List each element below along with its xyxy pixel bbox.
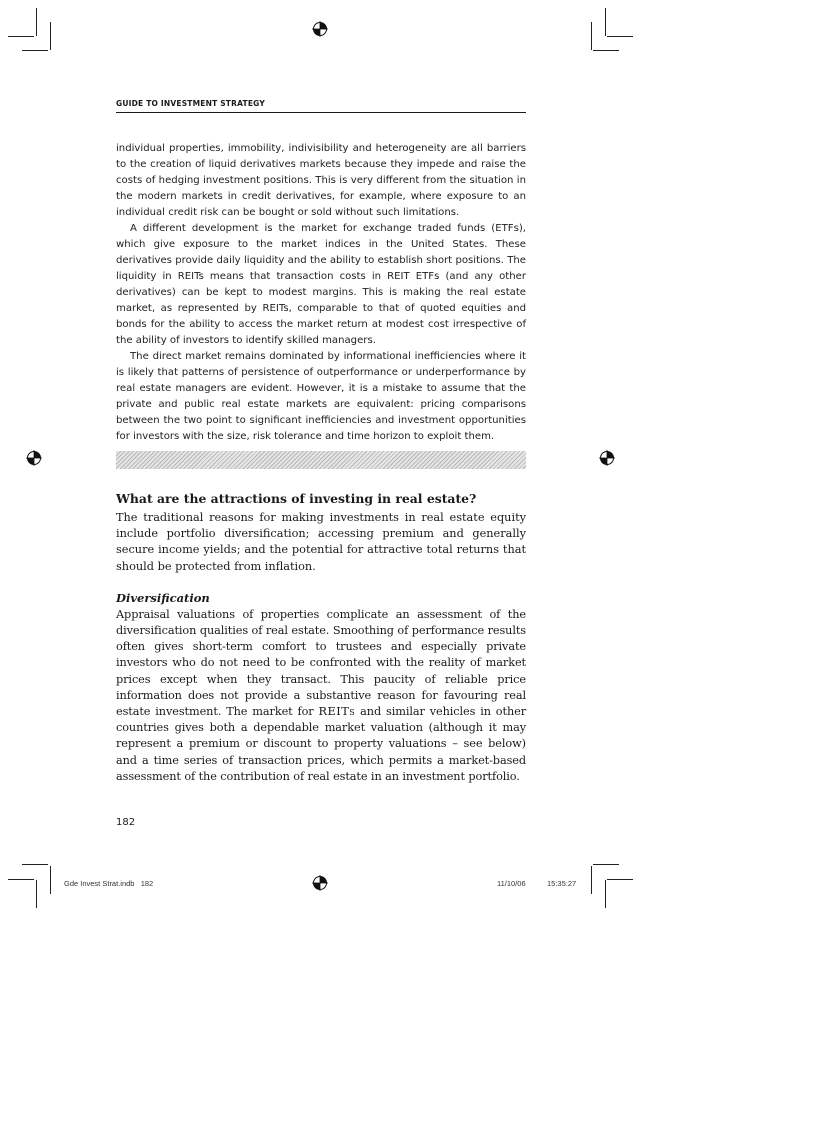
slug-date: 11/10/06 xyxy=(497,879,526,888)
section-paragraph: The traditional reasons for making investments in real estate equity include portfolio diversification; accessing premium and generally secure income yields; and the potential for attractive total returns that should be protected from inflation. xyxy=(116,511,526,573)
crop-mark xyxy=(8,36,34,37)
crop-mark xyxy=(605,8,606,36)
crop-mark xyxy=(605,880,606,908)
registration-mark-icon xyxy=(599,450,615,466)
registration-mark-icon xyxy=(312,21,328,37)
registration-mark-icon xyxy=(312,875,328,891)
crop-mark xyxy=(22,50,48,51)
crop-mark xyxy=(8,879,34,880)
running-head: GUIDE TO INVESTMENT STRATEGY xyxy=(116,99,265,108)
main-text-block xyxy=(116,490,526,785)
slug-time: 15:35:27 xyxy=(547,879,577,888)
page-number: 182 xyxy=(116,817,136,828)
paragraph-text: Appraisal valuations of properties complicate an assessment of the diversification qualities of real estate. Smoothing of performance results often gives short-term comfort to trustees and especially private investors who do not need to be confronted with the reality of market prices except when they transact. This paucity of reliable price information does not provide a substantive reason for favouring real estate investment. The market for xyxy=(116,607,526,719)
crop-mark xyxy=(36,8,37,36)
intro-paragraph: individual properties, immobility, indivisibility and heterogeneity are all barriers to the creation of liquid derivatives markets because they impede and raise the costs of hedging investment positions. This is very different from the situation in the modern markets in credit derivatives, for example, where exposure to an individual credit risk can be bought or sold without such limitations. xyxy=(116,143,526,218)
crop-mark xyxy=(593,864,619,865)
crop-mark xyxy=(36,880,37,908)
crop-mark xyxy=(50,22,51,50)
crop-mark xyxy=(607,879,633,880)
crop-mark xyxy=(591,866,592,894)
subsection-heading: Diversification xyxy=(116,590,210,605)
intro-paragraph: The direct market remains dominated by informational inefficiencies where it is likely that patterns of persistence of outperformance or underperformance by real estate managers are evident. However, it is a mistake to assume that the private and public real estate markets are equivalent: pricing comparisons between the two point to significant inefficiencies and investment opportunities for investors with the size, risk tolerance and time horizon to exploit them. xyxy=(116,351,526,442)
crop-mark xyxy=(607,36,633,37)
crop-mark xyxy=(591,22,592,50)
intro-text-block xyxy=(116,141,526,445)
header-rule xyxy=(116,112,526,113)
intro-paragraph: A different development is the market for exchange traded funds (ETFs), which give exposure to the market indices in the United States. These derivatives provide daily liquidity and the ability to establish short positions. The liquidity in REITs means that transaction costs in REIT ETFs (and any other derivatives) can be kept to modest margins. This is making the real estate market, as represented by REITs, comparable to that of quoted equities and bonds for the ability to access the market return at modest cost irrespective of the ability of investors to identify skilled managers. xyxy=(116,223,526,346)
paragraph-text: and similar vehicles in other countries gives both a dependable market valuation (although it may represent a premium or discount to property valuations – see below) and a time series of transaction prices, which permits a market-based assessment of the contribution of real estate in an investment portfolio. xyxy=(116,705,527,783)
small-caps-term: REITs xyxy=(318,705,356,719)
crop-mark xyxy=(593,50,619,51)
crop-mark xyxy=(22,864,48,865)
hatched-divider xyxy=(116,451,526,469)
registration-mark-icon xyxy=(26,450,42,466)
subsection-paragraph xyxy=(116,607,526,785)
crop-mark xyxy=(50,866,51,894)
section-heading: What are the attractions of investing in real estate? xyxy=(116,491,477,506)
slug-file: Gde Invest Strat.indb 182 xyxy=(64,879,154,888)
